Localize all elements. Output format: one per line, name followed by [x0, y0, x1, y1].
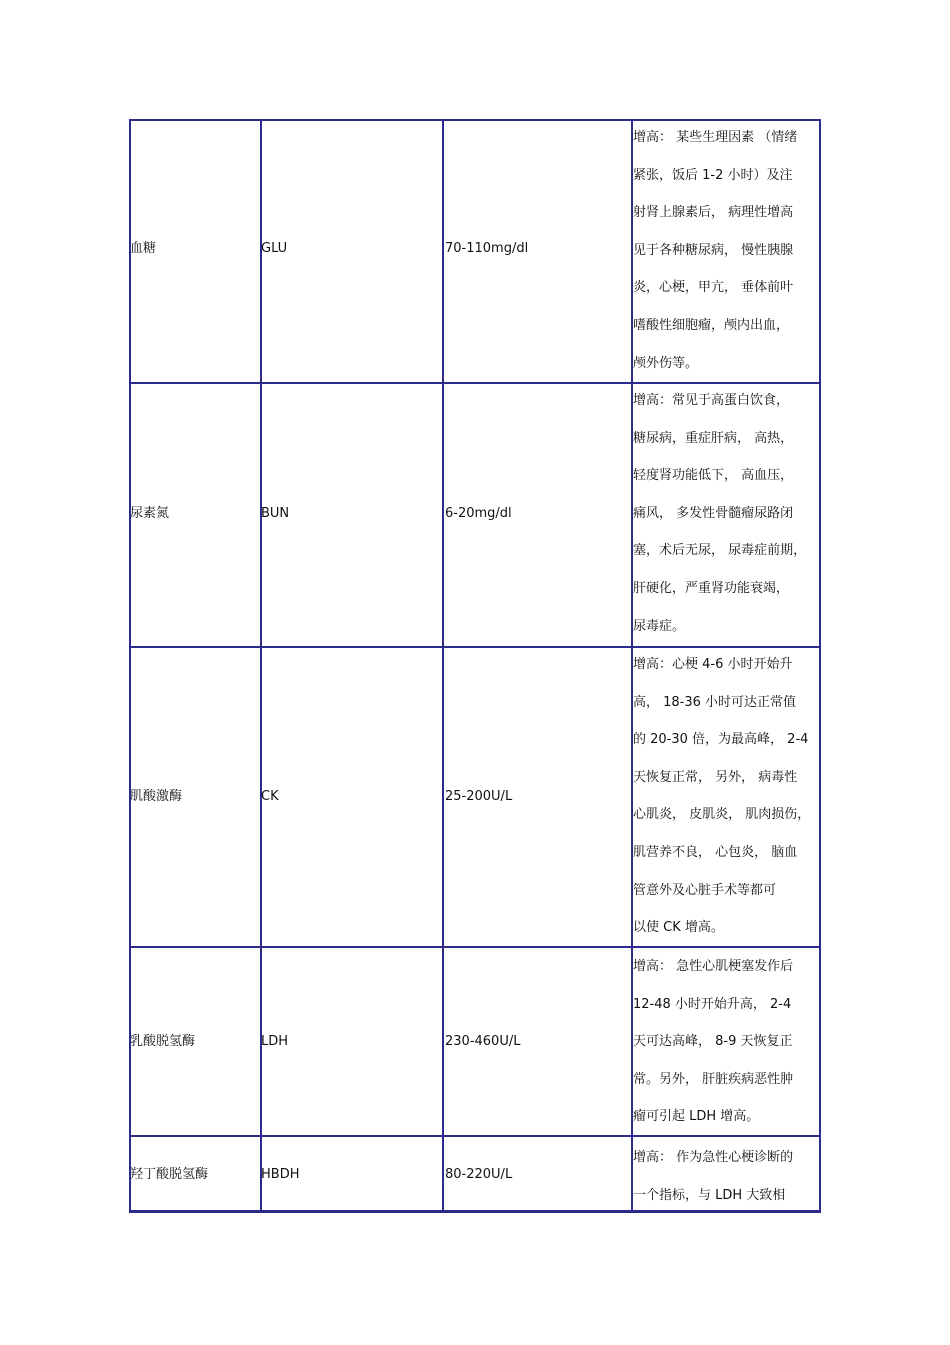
description-line: 增高： 某些生理因素 （情绪 [633, 130, 798, 145]
description-line: 增高：心梗 4-6 小时开始升 [633, 657, 793, 672]
description-line: 见于各种糖尿病， 慢性胰腺 [633, 242, 794, 258]
description-line: 紧张，饭后 1-2 小时）及注 [633, 167, 793, 183]
clinical-description [633, 646, 819, 947]
reference-range: 6-20mg/dl [445, 506, 512, 521]
description-line: 痛风， 多发性骨髓瘤尿路闭 [633, 505, 794, 521]
description-line: 以使 CK 增高。 [633, 920, 724, 936]
test-name: 乳酸脱氢酶 [130, 1034, 196, 1049]
description-line: 尿毒症。 [633, 618, 686, 634]
column-divider [442, 119, 444, 1213]
description-line: 管意外及心脏手术等都可 [633, 882, 777, 898]
reference-range: 230-460U/L [445, 1034, 521, 1049]
test-code: CK [261, 789, 279, 804]
reference-range: 70-110mg/dl [445, 241, 529, 256]
description-line: 心肌炎， 皮肌炎， 肌肉损伤， [633, 807, 811, 823]
test-name: 血糖 [130, 241, 157, 256]
description-line: 天恢复正常， 另外， 病毒性 [633, 769, 798, 785]
description-line: 颅外伤等。 [633, 355, 699, 371]
description-line: 增高： 作为急性心梗诊断的 [633, 1150, 794, 1165]
description-line: 塞，术后无尿， 尿毒症前期， [633, 543, 807, 559]
test-code: BUN [261, 506, 290, 521]
reference-range: 25-200U/L [445, 789, 513, 804]
description-line: 糖尿病，重症肝病， 高热， [633, 430, 794, 446]
description-line: 高， 18-36 小时可达正常值 [633, 694, 797, 710]
description-line: 12-48 小时开始升高， 2-4 [633, 996, 792, 1012]
description-line: 瘤可引起 LDH 增高。 [633, 1109, 760, 1125]
clinical-description [633, 1139, 819, 1214]
test-code: GLU [261, 241, 288, 256]
description-line: 的 20-30 倍，为最高峰， 2-4 [633, 732, 809, 748]
test-name: 尿素氮 [130, 506, 170, 521]
description-line: 肝硬化，严重肾功能衰竭， [633, 580, 790, 596]
test-name: 羟丁酸脱氢酶 [130, 1167, 209, 1182]
lab-reference-table [129, 119, 821, 1213]
description-line: 一个指标，与 LDH 大致相 [633, 1187, 786, 1203]
description-line: 增高： 急性心肌梗塞发作后 [633, 959, 794, 974]
test-code: LDH [261, 1034, 289, 1049]
description-line: 炎，心梗，甲亢， 垂体前叶 [633, 280, 794, 296]
description-line: 射肾上腺素后， 病理性增高 [633, 205, 794, 221]
description-line: 增高：常见于高蛋白饮食， [633, 393, 790, 408]
clinical-description [633, 119, 819, 382]
reference-range: 80-220U/L [445, 1167, 513, 1182]
description-line: 常。另外， 肝脏疾病恶性肿 [633, 1071, 794, 1087]
description-line: 轻度肾功能低下， 高血压， [633, 468, 794, 484]
test-code: HBDH [261, 1167, 300, 1182]
description-line: 嗜酸性细胞瘤，颅内出血， [633, 317, 790, 333]
description-line: 天可达高峰， 8-9 天恢复正 [633, 1034, 793, 1050]
table-border-right [819, 119, 821, 1213]
description-line: 肌营养不良， 心包炎， 脑血 [633, 844, 798, 860]
clinical-description [633, 948, 819, 1136]
clinical-description [633, 382, 819, 645]
test-name: 肌酸激酶 [130, 789, 183, 804]
